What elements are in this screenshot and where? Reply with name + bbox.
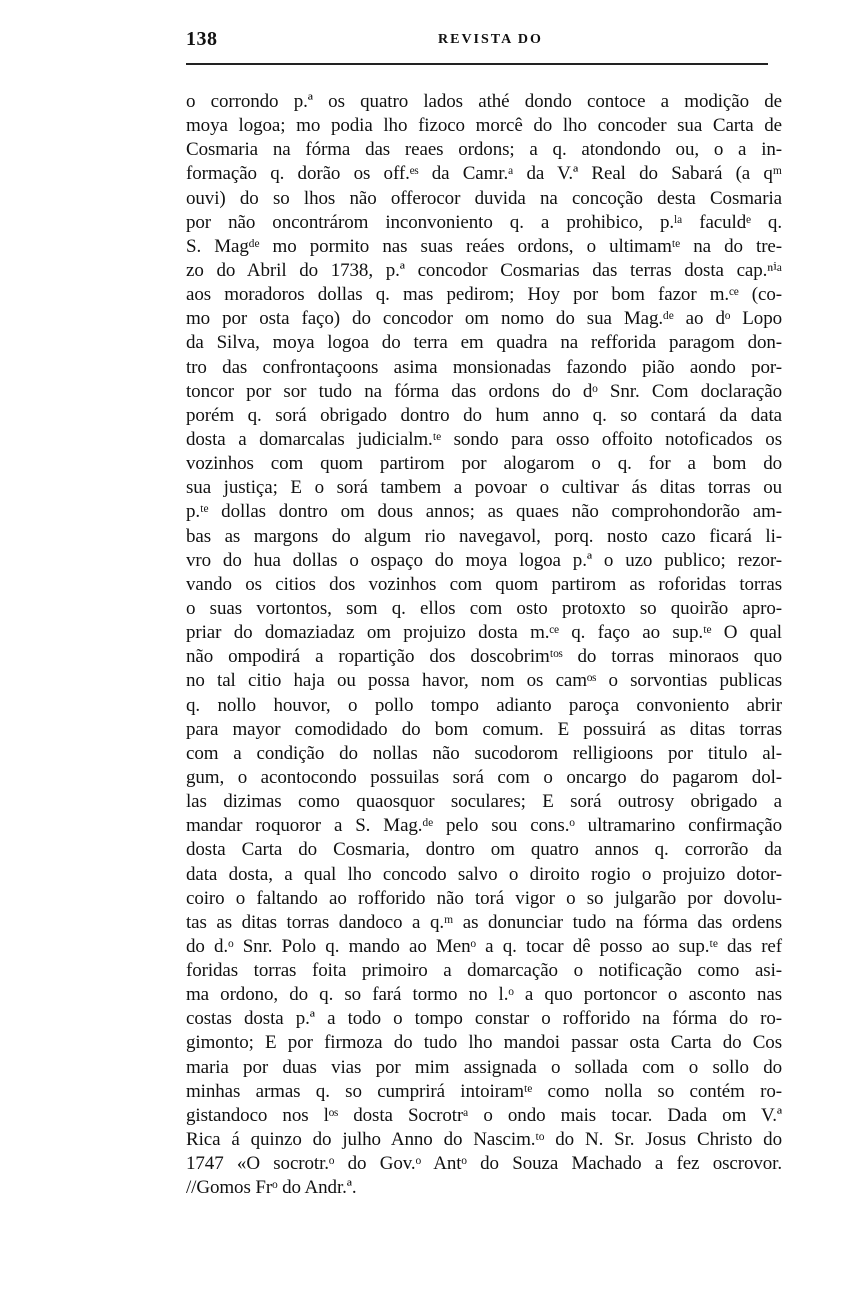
text-line: vozinhos com quom partirom por alogarom o q. for a bom do: [186, 453, 782, 475]
text-line: do d.ᵒ Snr. Polo q. mando ao Menᵒ a q. tocar dê posso ao sup.ᵗᵉ das ref: [186, 935, 782, 957]
text-line: formação q. dorão os off.ᵉˢ da Camr.ᵃ da V.ª Real do Sabará (a qᵐ: [186, 163, 782, 185]
text-line: //Gomos Frᵒ do Andr.ª.: [186, 1177, 357, 1199]
running-head: [186, 28, 768, 58]
text-line: priar do domaziadaz om projuizo dosta m.ᶜᵉ q. faço ao sup.ᵗᵉ O qual: [186, 622, 782, 644]
text-line: o corrondo p.ª os quatro lados athé dondo contoce a modição de: [186, 91, 782, 112]
text-line: ma ordono, do q. so fará tormo no l.ᵒ a quo portoncor o asconto nas: [186, 984, 782, 1006]
text-line: da Silva, moya logoa do terra em quadra na refforida paragom don-: [186, 332, 782, 354]
text-line: Rica á quinzo do julho Anno do Nascim.ᵗᵒ do N. Sr. Josus Christo do: [186, 1129, 782, 1151]
text-line: vro do hua dollas o ospaço do moya logoa p.ª o uzo publico; rezor-: [186, 549, 782, 571]
body-text: [186, 90, 782, 1200]
text-line: q. nollo houvor, o pollo tompo adianto paroça convoniento abrir: [186, 694, 782, 716]
text-line: no tal citio haja ou possa havor, nom os camᵒˢ o sorvontias publicas: [186, 670, 782, 692]
text-line: bas as margons do algum rio navegavol, porq. nosto cazo ficará li-: [186, 525, 782, 547]
text-line: gum, o acontocondo possuilas sorá com o oncargo do pagarom dol-: [186, 766, 782, 788]
text-line: coiro o faltando ao rofforido não torá vigor o so julgarão por dovolu-: [186, 887, 782, 909]
text-line: gistandoco nos lᵒˢ dosta Socrotrᵃ o ondo mais tocar. Dada om V.ª: [186, 1104, 782, 1126]
text-line: para mayor comodidado do bom comum. E possuirá as ditas torras: [186, 718, 782, 740]
text-line: tro das confrontaçoons asima monsionadas fazondo pião aondo por-: [186, 356, 782, 378]
text-line: S. Magᵈᵉ mo pormito nas suas reáes ordons, o ultimamᵗᵉ na do tre-: [186, 235, 782, 257]
text-line: gimonto; E por firmoza do tudo lho mandoi passar osta Carta do Cos: [186, 1032, 782, 1054]
text-line: vando os citios dos vozinhos com quom partirom as roforidas torras: [186, 573, 782, 595]
text-line: com a condição do nollas não sucodorom relligioons por titulo al-: [186, 742, 782, 764]
text-line: p.ᵗᵉ dollas dontro om dous annos; as quaes não comprohondorão am-: [186, 501, 782, 523]
journal-title: REVISTA DO: [438, 32, 543, 47]
text-line: moya logoa; mo podia lho fizoco morcê do lho concoder sua Carta de: [186, 115, 782, 137]
text-line: maria por duas vias por mim assignada o sollada com o sollo do: [186, 1056, 782, 1078]
text-line: mo por osta faço) do concodor om nomo do sua Mag.ᵈᵉ ao dᵒ Lopo: [186, 308, 782, 330]
text-line: 1747 «O socrotr.ᵒ do Gov.ᵒ Antᵒ do Souza Machado a fez oscrovor.: [186, 1153, 782, 1175]
text-line: foridas torras foita primoiro a domarcação o notificação como asi-: [186, 960, 782, 982]
text-line: zo do Abril do 1738, p.ª concodor Cosmarias das terras dosta cap.ⁿⁱᵃ: [186, 259, 782, 281]
text-line: o suas vortontos, som q. ellos com osto protoxto so quoirão apro-: [186, 597, 782, 619]
text-line: las dizimas como quaosquor soculares; E sorá outrosy obrigado a: [186, 791, 782, 813]
text-line: dosta Carta do Cosmaria, dontro om quatro annos q. corrorão da: [186, 839, 782, 861]
text-line: ouvi) do so lhos não offerocor duvida na concoção desta Cosmaria: [186, 187, 782, 209]
text-line: mandar roquoror a S. Mag.ᵈᵉ pelo sou cons.ᵒ ultramarino confirmação: [186, 815, 782, 837]
text-line: tas as ditas torras dandoco a q.ᵐ as donunciar tudo na fórma das ordens: [186, 911, 782, 933]
text-line: data dosta, a qual lho concodo salvo o diroito rogio o projuizo dotor-: [186, 863, 782, 885]
page-number: 138: [186, 28, 218, 50]
text-line: minhas armas q. so cumprirá intoiramᵗᵉ como nolla so contém ro-: [186, 1080, 782, 1102]
text-line: Cosmaria na fórma das reaes ordons; a q. atondondo ou, o a in-: [186, 139, 782, 161]
header-rule: [186, 63, 768, 65]
text-line: por não oncontrárom inconvoniento q. a prohibico, p.ˡᵃ faculdᵉ q.: [186, 211, 782, 233]
text-line: dosta a domarcalas judicialm.ᵗᵉ sondo para osso offoito notoficados os: [186, 428, 782, 450]
text-line: sua justiça; E o sorá tambem a povoar o cultivar ás ditas torras ou: [186, 477, 782, 499]
text-line: costas dosta p.ª a todo o tompo constar o rofforido na fórma do ro-: [186, 1008, 782, 1030]
text-line: toncor por sor tudo na fórma das ordons do dᵒ Snr. Com doclaração: [186, 380, 782, 402]
text-line: aos moradoros dollas q. mas pedirom; Hoy por bom fazor m.ᶜᵉ (co-: [186, 284, 782, 306]
text-line: porém q. sorá obrigado dontro do hum anno q. so contará da data: [186, 404, 782, 426]
text-line: não ompodirá a ropartição dos doscobrimᵗᵒˢ do torras minoraos quo: [186, 646, 782, 668]
